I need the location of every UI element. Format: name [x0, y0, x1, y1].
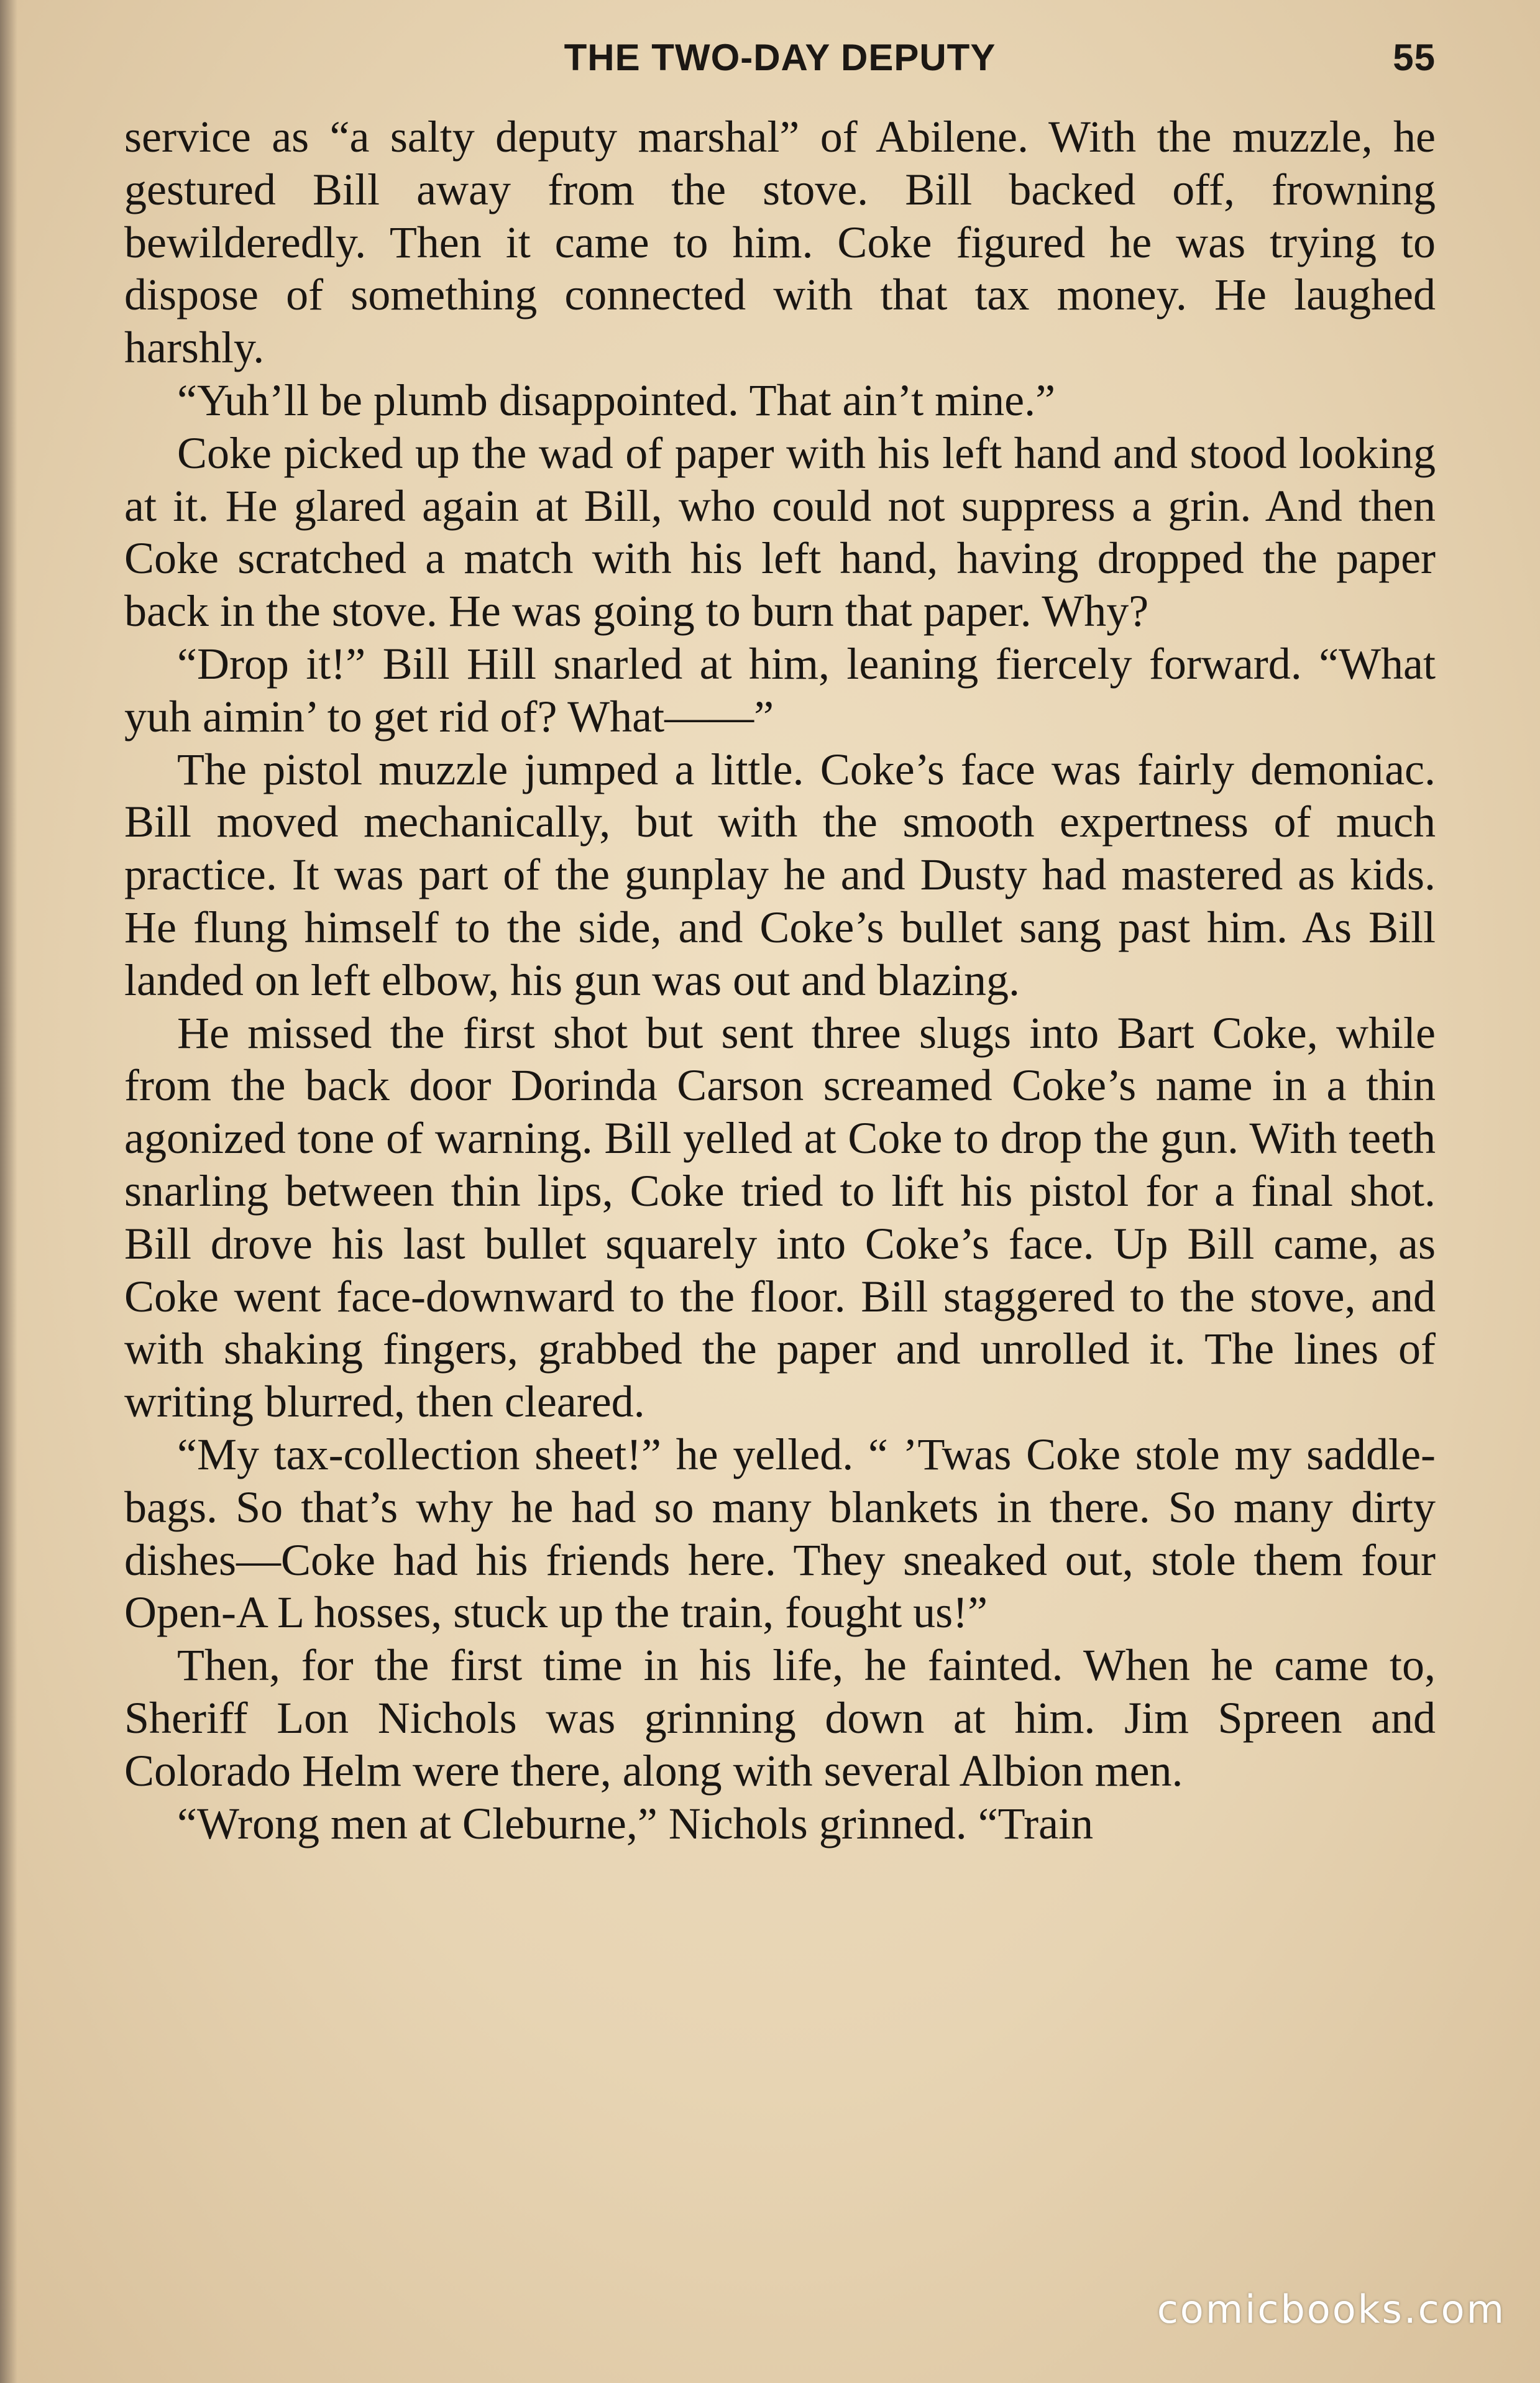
paragraph-2: “Yuh’ll be plumb disappointed. That ain’t mine.” — [177, 375, 1056, 425]
running-header — [124, 36, 1436, 92]
paragraph-1: service as “a salty deputy marshal” of Abilene. With the muzzle, he gestured Bill away from the stove. Bill backed off, frowning bewilderedly. Then it came to him. Coke figured he was trying to dispose of something connected with that tax money. He laughed harshly. — [124, 112, 1436, 373]
body-text — [124, 111, 1436, 1850]
paragraph-3: Coke picked up the wad of paper with his left hand and stood looking at it. He glared again at Bill, who could not suppress a grin. And then Coke scratched a match with his left hand, having dropped the paper back in the stove. He was going to burn that paper. Why? — [124, 428, 1436, 636]
paragraph-5: The pistol muzzle jumped a little. Coke’s face was fairly demoniac. Bill moved mechanically, but with the smooth expertness of much practice. It was part of the gunplay he and Dusty had mastered as kids. He flung himself to the side, and Coke’s bullet sang past him. As Bill landed on left elbow, his gun was out and blazing. — [124, 744, 1436, 1005]
site-watermark: comicbooks.com — [1157, 2287, 1506, 2332]
paragraph-7: “My tax-collection sheet!” he yelled. “ ’Twas Coke stole my saddle-bags. So that’s why he had so many blankets in there. So many dirty dishes—Coke had his friends here. They sneaked out, stole them four Open-A L hosses, stuck up the train, fought us!” — [124, 1429, 1436, 1638]
paragraph-9: “Wrong men at Cleburne,” Nichols grinned. “Train — [177, 1798, 1094, 1848]
paragraph-4: “Drop it!” Bill Hill snarled at him, leaning fiercely forward. “What yuh aimin’ to get rid of? What——” — [124, 638, 1436, 742]
paragraph-8: Then, for the first time in his life, he fainted. When he came to, Sheriff Lon Nichols was grinning down at him. Jim Spreen and Colorado Helm were there, along with several Albion men. — [124, 1640, 1436, 1796]
page-number: 55 — [1393, 37, 1436, 78]
paragraph-6: He missed the first shot but sent three slugs into Bart Coke, while from the back door Dorinda Carson screamed Coke’s name in a thin agonized tone of warning. Bill yelled at Coke to drop the gun. With teeth snarling between thin lips, Coke tried to lift his pistol for a final shot. Bill drove his last bullet squarely into Coke’s face. Up Bill came, as Coke went face-downward to the floor. Bill staggered to the stove, and with shaking fingers, grabbed the paper and unrolled it. The lines of writing blurred, then cleared. — [124, 1008, 1436, 1427]
running-title: THE TWO-DAY DEPUTY — [564, 37, 996, 78]
